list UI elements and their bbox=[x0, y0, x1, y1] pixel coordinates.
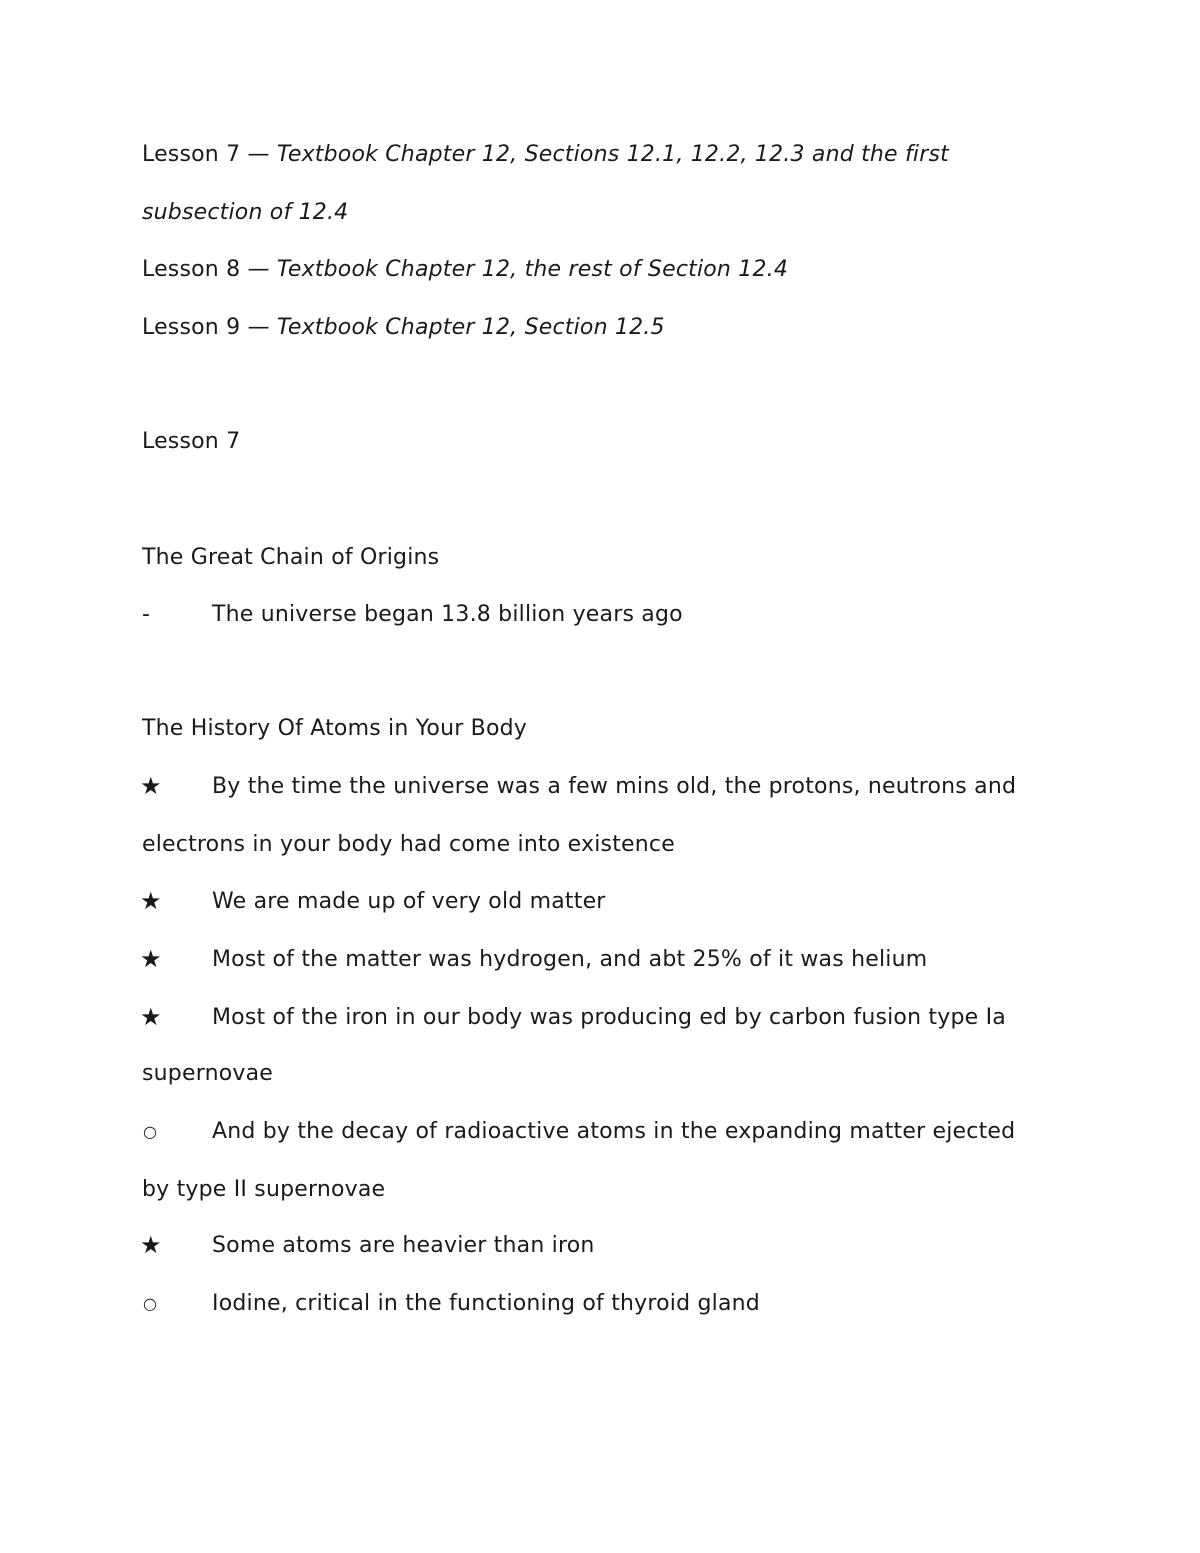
toc-lesson-9-label: Lesson 9 — bbox=[142, 315, 277, 340]
toc-lesson-8-label: Lesson 8 — bbox=[142, 257, 277, 282]
star-bullet-icon: ★ bbox=[140, 1003, 162, 1031]
circle-bullet-icon: ○ bbox=[143, 1294, 157, 1313]
toc-lesson-7 bbox=[142, 141, 949, 169]
toc-lesson-8 bbox=[142, 256, 788, 284]
toc-lesson-7-continued bbox=[142, 199, 348, 227]
toc-lesson-7-label: Lesson 7 — bbox=[142, 142, 277, 167]
list-item: Some atoms are heavier than iron bbox=[212, 1233, 595, 1258]
lesson-heading: Lesson 7 bbox=[142, 429, 241, 454]
star-bullet-icon: ★ bbox=[140, 772, 162, 800]
star-bullet-icon: ★ bbox=[140, 887, 162, 915]
circle-bullet-icon: ○ bbox=[143, 1122, 157, 1141]
list-item: Iodine, critical in the functioning of thyroid gland bbox=[212, 1291, 760, 1316]
toc-lesson-9 bbox=[142, 314, 665, 342]
list-item: Most of the iron in our body was producing ed by carbon fusion type Ia bbox=[212, 1005, 1006, 1030]
list-item-continued: electrons in your body had come into existence bbox=[142, 832, 675, 857]
section-title-history-atoms: The History Of Atoms in Your Body bbox=[142, 716, 528, 741]
toc-lesson-8-ref: Textbook Chapter 12, the rest of Section 12.4 bbox=[276, 257, 789, 282]
list-item: We are made up of very old matter bbox=[212, 889, 606, 914]
list-item: The universe began 13.8 billion years ago bbox=[212, 602, 683, 627]
section-title-great-chain: The Great Chain of Origins bbox=[142, 545, 440, 570]
list-item: Most of the matter was hydrogen, and abt 25% of it was helium bbox=[212, 947, 928, 972]
toc-lesson-7-ref-cont: subsection of 12.4 bbox=[142, 200, 349, 225]
list-item-continued: by type II supernovae bbox=[142, 1177, 386, 1202]
star-bullet-icon: ★ bbox=[140, 1231, 162, 1259]
toc-lesson-9-ref: Textbook Chapter 12, Section 12.5 bbox=[276, 315, 665, 340]
list-item: By the time the universe was a few mins old, the protons, neutrons and bbox=[212, 774, 1017, 799]
list-item: And by the decay of radioactive atoms in the expanding matter ejected bbox=[212, 1119, 1016, 1144]
list-item-continued: supernovae bbox=[142, 1061, 274, 1086]
toc-lesson-7-ref: Textbook Chapter 12, Sections 12.1, 12.2, 12.3 and the first bbox=[276, 142, 949, 167]
dash-bullet-marker: - bbox=[142, 602, 150, 627]
star-bullet-icon: ★ bbox=[140, 945, 162, 973]
